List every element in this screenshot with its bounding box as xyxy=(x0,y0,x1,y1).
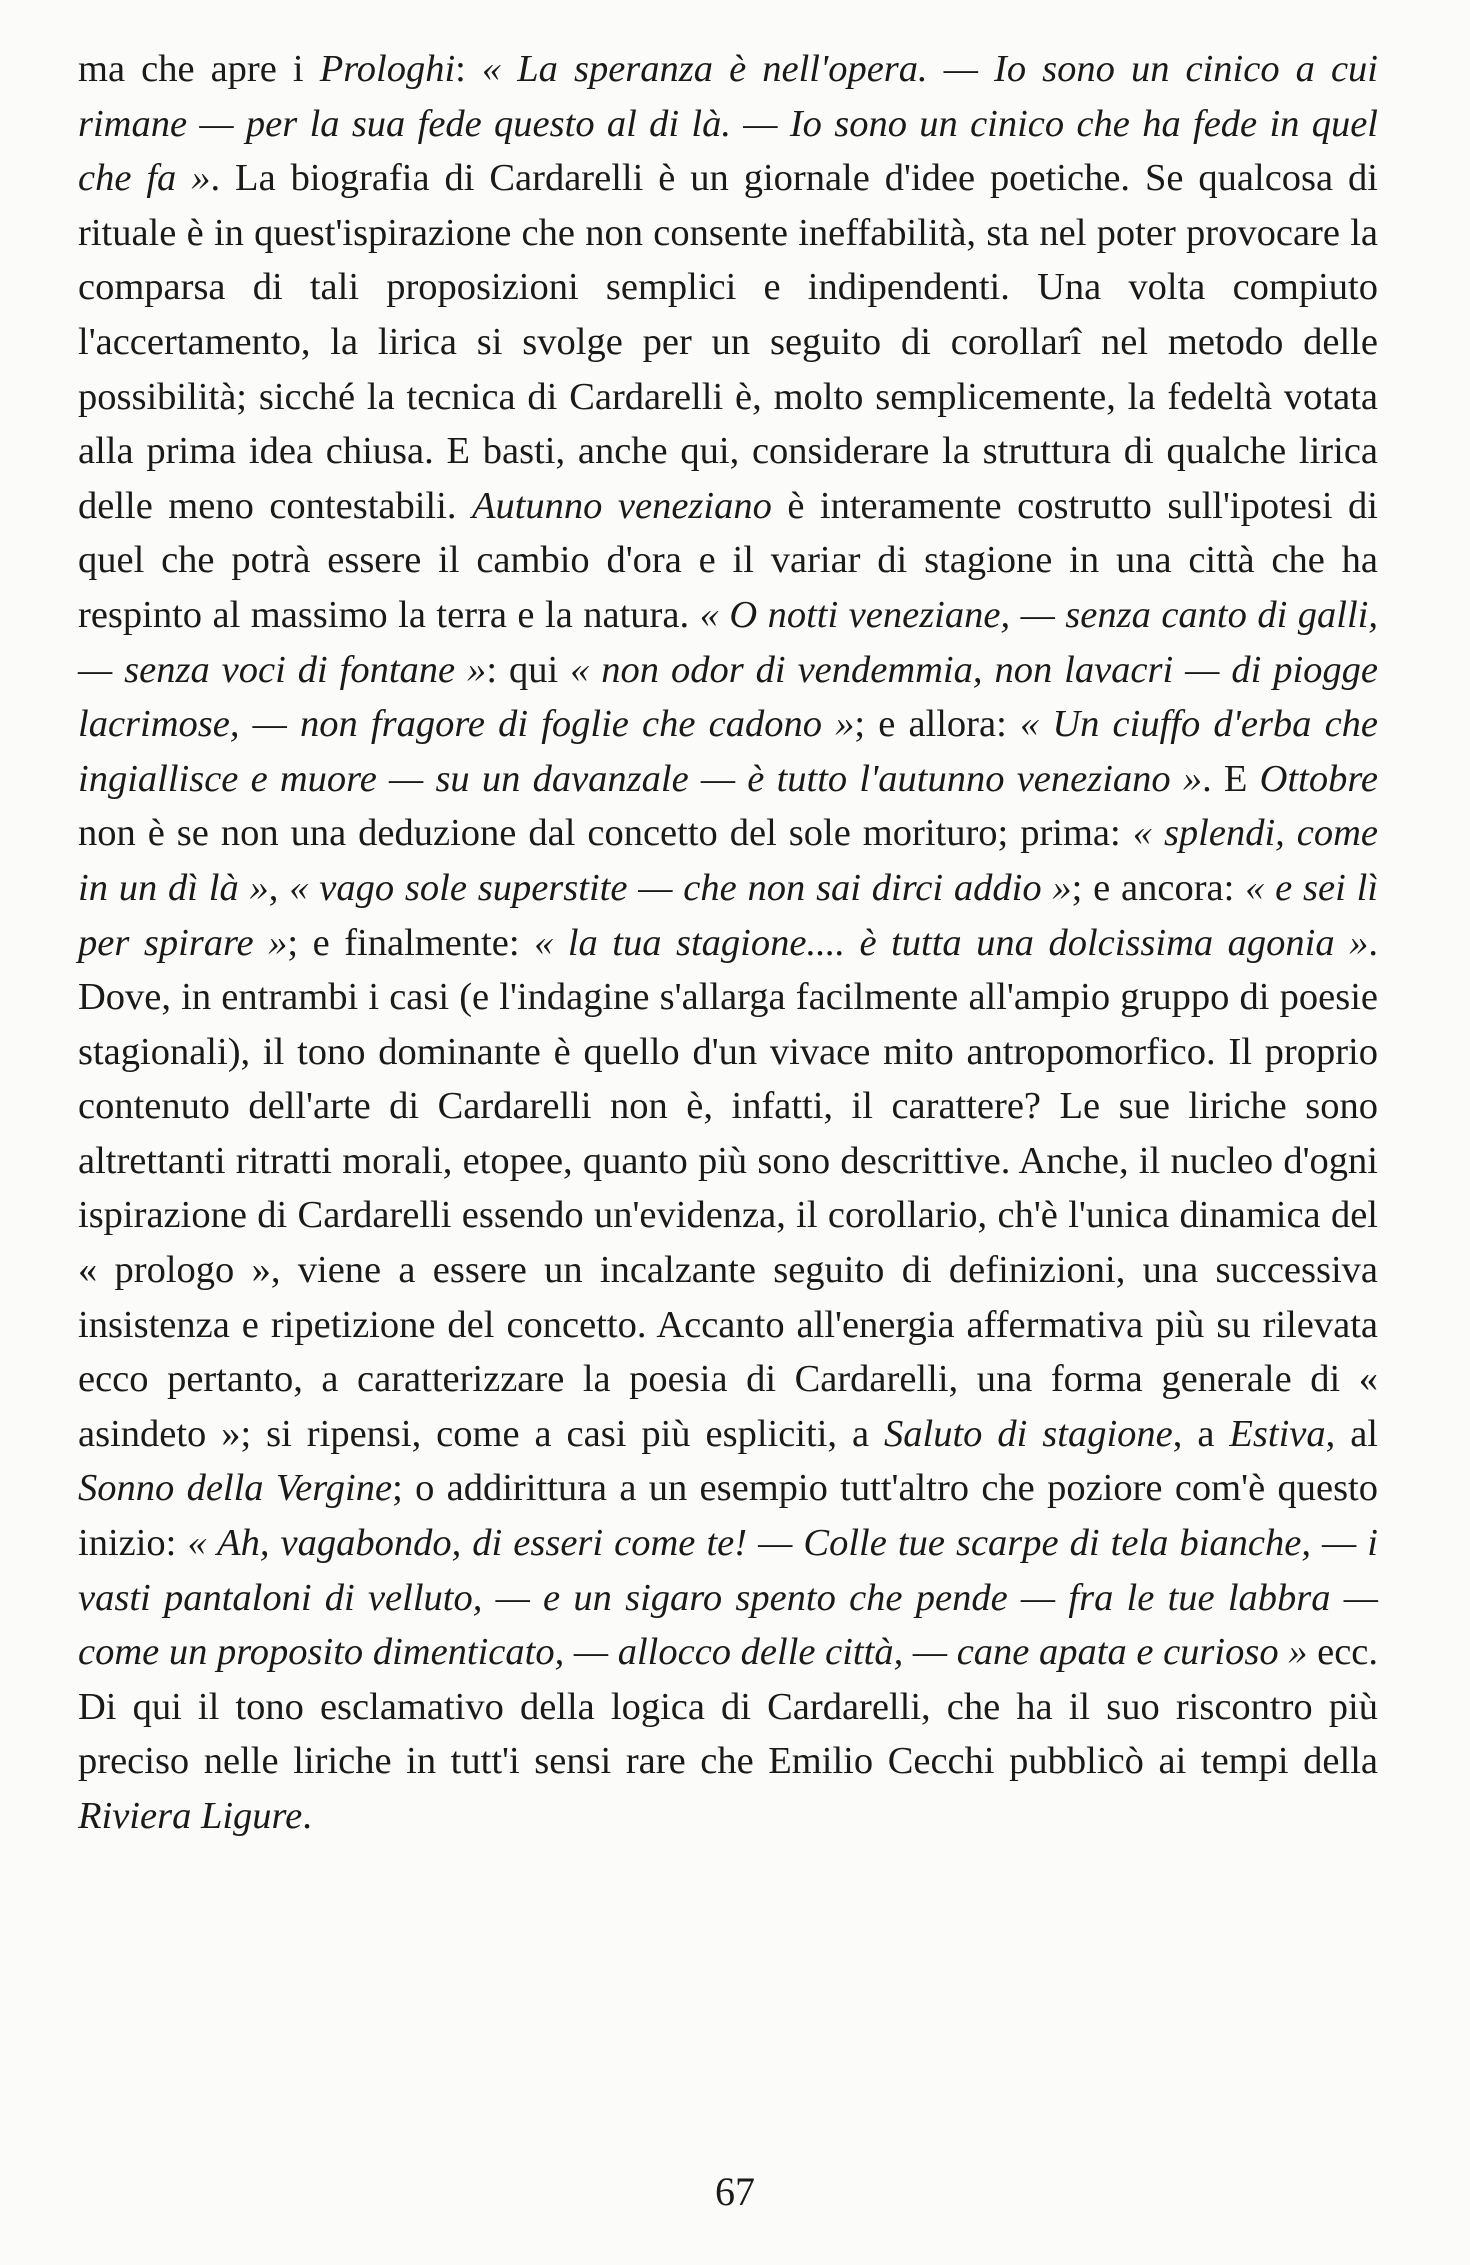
text-run: ecc. Di qui il tono esclamativo della logica di Cardarelli, che ha il suo riscontro più preciso nelle liriche in tutt'i sensi rare che Emilio Cecchi pubblicò ai tempi della xyxy=(78,1631,1378,1783)
italic-text-run: « Ah, vagabondo, di esseri come te! — Colle tue scarpe di tela bianche, — i vasti pantaloni di velluto, — e un sigaro spento che pende — fra le tue labbra — come un proposito dimenticato, — allocco delle città, — cane apata e curioso » xyxy=(78,1522,1379,1674)
text-run: : qui xyxy=(486,648,571,691)
italic-text-run: « vago sole superstite — che non sai dirci addio » xyxy=(289,866,1072,909)
italic-text-run: Sonno della Vergine xyxy=(78,1467,393,1510)
italic-text-run: Prologhi xyxy=(319,48,456,90)
text-run: è interamente costrutto sull'ipotesi di quel che potrà essere il cambio d'ora e il variar di stagione in una città che ha respinto al massimo la terra e la natura. xyxy=(78,484,1378,636)
text-run: . xyxy=(302,1795,312,1837)
text-run: . E xyxy=(1202,757,1260,800)
italic-text-run: « Un ciuffo d'erba che ingiallisce e muore — su un davanzale — è tutto l'autunno veneziano » xyxy=(78,703,1378,800)
text-run: ma che apre i xyxy=(78,48,320,90)
italic-text-run: Riviera Ligure xyxy=(78,1795,303,1837)
page-number: 67 xyxy=(715,2169,755,2214)
text-run: , a xyxy=(1172,1412,1230,1455)
italic-text-run: « splendi, come in un dì là » xyxy=(78,812,1378,909)
text-run: , xyxy=(268,866,290,909)
italic-text-run: Saluto di stagione xyxy=(884,1412,1173,1455)
text-run: : xyxy=(455,48,482,90)
text-run: ; e finalmente: xyxy=(287,921,535,964)
text-run: . La biografia di Cardarelli è un giornale d'idee poetiche. Se qualcosa di rituale è in quest'ispirazione che non consente ineffabilità, sta nel poter provocare la comparsa di tali proposizioni semplici e indipendenti. Una volta compiuto l'accertamento, la lirica si svolge per un seguito di corollarî nel metodo delle possibilità; sicché la tecnica di Cardarelli è, molto semplicemente, la fedeltà votata alla prima idea chiusa. E basti, anche qui, considerare la struttura di qualche lirica delle meno contestabili. xyxy=(78,157,1378,527)
text-run: non è se non una deduzione dal concetto del sole moriturо; prima: xyxy=(78,812,1133,855)
text-run: ; o addirittura a un esempio tutt'altro che poziore com'è questo inizio: xyxy=(78,1467,1378,1565)
italic-text-run: « non odor di vendemmia, non lavacri — di piogge lacrimose, — non fragore di foglie che cadono » xyxy=(78,648,1378,746)
italic-text-run: « e sei lì per spirare » xyxy=(78,866,1379,964)
text-run: . Dove, in entrambi i casi (e l'indagine s'allarga facilmente all'ampio gruppo di poesie stagionali), il tono dominante è quello d'un vivace mito antropomorfico. Il proprio contenuto dell'arte di Cardarelli non è, infatti, il carattere? Le sue liriche sono altrettanti ritratti morali, etopee, quanto più sono descrittive. Anche, il nucleo d'ogni ispirazione di Cardarelli essendo un'evidenza, il corollario, ch'è l'unica dinamica del « prologo », viene a essere un incalzante seguito di definizioni, una successiva insistenza e ripetizione del concetto. Accanto all'energia affermativa più su rilevata ecco pertanto, a caratterizzare la poesia di Cardarelli, una forma generale di « asindeto »; si ripensi, come a casi più espliciti, a xyxy=(78,921,1378,1455)
body-paragraph xyxy=(78,42,1378,1844)
italic-text-run: « La speranza è nell'opera. — Io sono un cinico a cui rimane — per la sua fede questo al di là. — Io sono un cinico che ha fede in quel che fa » xyxy=(78,48,1379,200)
italic-text-run: Ottobre xyxy=(1259,757,1378,800)
italic-text-run: Estiva xyxy=(1229,1412,1326,1455)
italic-text-run: Autunno veneziano xyxy=(471,484,772,527)
italic-text-run: « O notti veneziane, — senza canto di galli, — senza voci di fontane » xyxy=(78,593,1378,691)
italic-text-run: « la tua stagione.... è tutta una dolcissima agonia » xyxy=(534,921,1369,964)
text-run: , al xyxy=(1325,1412,1378,1455)
text-run: ; e ancora: xyxy=(1071,866,1246,909)
text-run: ; e allora: xyxy=(854,703,1020,746)
